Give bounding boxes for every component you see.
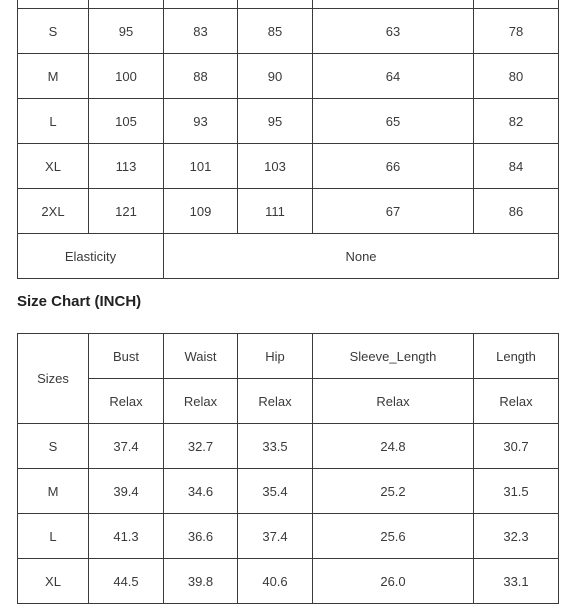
column-header-bust: Bust <box>89 334 164 379</box>
waist-cell: 36.6 <box>164 514 238 559</box>
length-cell: 33.1 <box>474 559 559 604</box>
sleeve-length-cell: 25.2 <box>313 469 474 514</box>
waist-cell: 32.7 <box>164 424 238 469</box>
hip-cell: 103 <box>238 144 313 189</box>
sleeve-length-cell: 66 <box>313 144 474 189</box>
length-cell: 31.5 <box>474 469 559 514</box>
bust-cell: 121 <box>89 189 164 234</box>
size-chart-inch-table <box>17 333 559 604</box>
column-header-length: Length <box>474 334 559 379</box>
table-header-row <box>18 334 559 379</box>
size-cell: 2XL <box>18 189 89 234</box>
table-cell <box>238 0 313 9</box>
table-cell <box>313 0 474 9</box>
elasticity-label: Elasticity <box>18 234 164 279</box>
table-row-header-cut <box>18 0 559 9</box>
length-cell: 78 <box>474 9 559 54</box>
bust-cell: 95 <box>89 9 164 54</box>
hip-cell: 90 <box>238 54 313 99</box>
table-row <box>18 469 559 514</box>
table-row <box>18 144 559 189</box>
bust-cell: 44.5 <box>89 559 164 604</box>
waist-cell: 88 <box>164 54 238 99</box>
table-cell <box>164 0 238 9</box>
hip-cell: 40.6 <box>238 559 313 604</box>
length-cell: 80 <box>474 54 559 99</box>
size-cell: S <box>18 424 89 469</box>
bust-cell: 39.4 <box>89 469 164 514</box>
bust-cell: 37.4 <box>89 424 164 469</box>
hip-cell: 85 <box>238 9 313 54</box>
table-cell <box>474 0 559 9</box>
bust-cell: 113 <box>89 144 164 189</box>
waist-cell: 93 <box>164 99 238 144</box>
table-row <box>18 559 559 604</box>
table-cell <box>89 0 164 9</box>
column-header-waist: Waist <box>164 334 238 379</box>
table-row <box>18 99 559 144</box>
size-cell: M <box>18 54 89 99</box>
table-cell <box>18 0 89 9</box>
sleeve-length-cell: 25.6 <box>313 514 474 559</box>
size-cell: XL <box>18 559 89 604</box>
length-cell: 82 <box>474 99 559 144</box>
table-row <box>18 514 559 559</box>
length-cell: 30.7 <box>474 424 559 469</box>
sleeve-length-cell: 26.0 <box>313 559 474 604</box>
column-header-sleeve-length: Sleeve_Length <box>313 334 474 379</box>
table-row <box>18 424 559 469</box>
elasticity-value: None <box>164 234 559 279</box>
length-cell: 86 <box>474 189 559 234</box>
hip-cell: 35.4 <box>238 469 313 514</box>
waist-cell: 101 <box>164 144 238 189</box>
bust-cell: 105 <box>89 99 164 144</box>
sizes-header: Sizes <box>18 334 89 424</box>
waist-cell: 34.6 <box>164 469 238 514</box>
bust-cell: 41.3 <box>89 514 164 559</box>
size-chart-inch-title: Size Chart (INCH) <box>17 293 142 310</box>
size-cell: L <box>18 99 89 144</box>
sleeve-length-cell: 65 <box>313 99 474 144</box>
hip-cell: 37.4 <box>238 514 313 559</box>
waist-cell: 83 <box>164 9 238 54</box>
hip-cell: 95 <box>238 99 313 144</box>
size-cell: XL <box>18 144 89 189</box>
subheader-cell: Relax <box>474 379 559 424</box>
subheader-cell: Relax <box>164 379 238 424</box>
size-cell: L <box>18 514 89 559</box>
table-row <box>18 189 559 234</box>
subheader-cell: Relax <box>238 379 313 424</box>
size-chart-cm-table <box>17 0 559 279</box>
subheader-cell: Relax <box>89 379 164 424</box>
elasticity-row <box>18 234 559 279</box>
table-row <box>18 54 559 99</box>
hip-cell: 33.5 <box>238 424 313 469</box>
bust-cell: 100 <box>89 54 164 99</box>
length-cell: 32.3 <box>474 514 559 559</box>
table-subheader-row <box>18 379 559 424</box>
sleeve-length-cell: 64 <box>313 54 474 99</box>
sleeve-length-cell: 63 <box>313 9 474 54</box>
hip-cell: 111 <box>238 189 313 234</box>
sleeve-length-cell: 24.8 <box>313 424 474 469</box>
subheader-cell: Relax <box>313 379 474 424</box>
column-header-hip: Hip <box>238 334 313 379</box>
waist-cell: 109 <box>164 189 238 234</box>
length-cell: 84 <box>474 144 559 189</box>
sleeve-length-cell: 67 <box>313 189 474 234</box>
size-cell: S <box>18 9 89 54</box>
size-cell: M <box>18 469 89 514</box>
waist-cell: 39.8 <box>164 559 238 604</box>
table-row <box>18 9 559 54</box>
